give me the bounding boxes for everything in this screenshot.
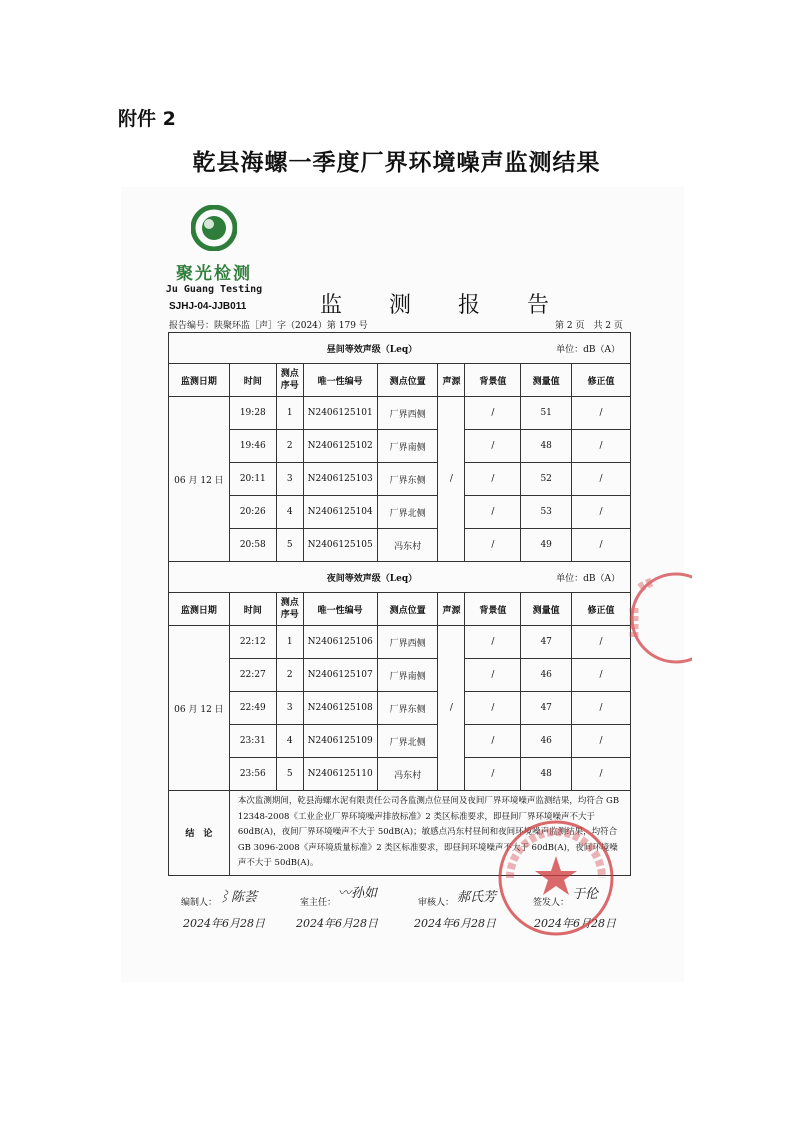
table-row [169, 463, 631, 496]
issuer-date: 2024年6月28日 [534, 917, 616, 930]
time-cell: 23:31 [229, 725, 276, 758]
corrected-value-cell: / [572, 529, 631, 562]
time-cell: 20:58 [229, 529, 276, 562]
background-value-cell: / [465, 725, 521, 758]
corrected-value-cell: / [572, 725, 631, 758]
night-title: 夜间等效声级（Leq） [169, 562, 465, 593]
measured-value-cell: 48 [521, 758, 572, 791]
time-cell: 20:26 [229, 496, 276, 529]
page-title: 乾县海螺一季度厂界环境噪声监测结果 [192, 150, 601, 176]
location-cell: 厂界南侧 [377, 430, 438, 463]
table-row [169, 725, 631, 758]
location-cell: 厂界南侧 [377, 659, 438, 692]
day-date: 06 月 12 日 [169, 397, 230, 562]
column-header: 测点序号 [276, 593, 303, 626]
night-source: / [438, 626, 465, 791]
day-section [169, 333, 631, 562]
issuer-label: 签发人： [533, 898, 570, 908]
unique-id-cell: N2406125101 [303, 397, 377, 430]
corrected-value-cell: / [572, 430, 631, 463]
background-value-cell: / [465, 397, 521, 430]
prepared-label: 编制人： [181, 898, 218, 908]
location-cell: 厂界西侧 [377, 397, 438, 430]
conclusion-text: 本次监测期间，乾县海螺水泥有限责任公司各监测点位昼间及夜间厂界环境噪声监测结果，均符合 GB 12348-2008《工业企业厂界环境噪声排放标准》2 类区标准要求，即昼间厂界环境噪声不大于 60dB(A)，夜间厂界环境噪声不大于 50dB(A)；敏感点冯东村昼间和夜间环境噪声监测结果，均符合 GB 3096-2008《声环境质量标准》2 类区标准要求，即昼间环境噪声不大于 60dB(A)，夜间环境噪声不大于 50dB(A)。 [229, 791, 630, 876]
column-header: 测点位置 [377, 364, 438, 397]
column-header: 唯一性编号 [303, 593, 377, 626]
night-header-row [169, 593, 631, 626]
location-cell: 厂界东侧 [377, 463, 438, 496]
table-row [169, 692, 631, 725]
conclusion-label: 结 论 [169, 791, 230, 876]
issuer-signature: 于伦 [572, 887, 599, 902]
day-header-row [169, 364, 631, 397]
unique-id-cell: N2406125109 [303, 725, 377, 758]
corrected-value-cell: / [572, 626, 631, 659]
point-number-cell: 1 [276, 397, 303, 430]
location-cell: 厂界北侧 [377, 725, 438, 758]
location-cell: 厂界北侧 [377, 496, 438, 529]
time-cell: 20:11 [229, 463, 276, 496]
company-logo [164, 205, 264, 295]
unique-id-cell: N2406125106 [303, 626, 377, 659]
location-cell: 冯东村 [377, 529, 438, 562]
corrected-value-cell: / [572, 397, 631, 430]
column-header: 唯一性编号 [303, 364, 377, 397]
background-value-cell: / [465, 430, 521, 463]
corrected-value-cell: / [572, 758, 631, 791]
table-row [169, 397, 631, 430]
side-seal-icon [616, 568, 692, 668]
column-header: 测点位置 [377, 593, 438, 626]
prepared-signature: ⌇陈荟 [218, 890, 258, 905]
time-cell: 22:49 [229, 692, 276, 725]
reviewer-label: 审核人： [418, 898, 455, 908]
unique-id-cell: N2406125108 [303, 692, 377, 725]
page-info: 第 2 页 共 2 页 [555, 321, 623, 331]
corrected-value-cell: / [572, 659, 631, 692]
point-number-cell: 2 [276, 659, 303, 692]
day-title: 昼间等效声级（Leq） [169, 333, 465, 364]
logo-en-text: Ju Guang Testing [165, 284, 263, 295]
time-cell: 23:56 [229, 758, 276, 791]
director-signature: 〰孙如 [338, 886, 378, 901]
prepared-date: 2024年6月28日 [183, 917, 265, 930]
background-value-cell: / [465, 692, 521, 725]
unique-id-cell: N2406125102 [303, 430, 377, 463]
unique-id-cell: N2406125105 [303, 529, 377, 562]
column-header: 背景值 [465, 593, 521, 626]
time-cell: 22:27 [229, 659, 276, 692]
point-number-cell: 5 [276, 529, 303, 562]
column-header: 背景值 [465, 364, 521, 397]
reviewer-signature: 郝氏芳 [457, 890, 497, 905]
time-cell: 22:12 [229, 626, 276, 659]
measured-value-cell: 46 [521, 659, 572, 692]
point-number-cell: 3 [276, 463, 303, 496]
unique-id-cell: N2406125107 [303, 659, 377, 692]
time-cell: 19:46 [229, 430, 276, 463]
day-title-row [169, 333, 631, 364]
corrected-value-cell: / [572, 496, 631, 529]
measured-value-cell: 53 [521, 496, 572, 529]
column-header: 监测日期 [169, 593, 230, 626]
night-date: 06 月 12 日 [169, 626, 230, 791]
official-seal-icon [496, 818, 616, 938]
report-number: 报告编号：陕聚环监［声］字（2024）第 179 号 [169, 321, 368, 331]
point-number-cell: 1 [276, 626, 303, 659]
table-row [169, 626, 631, 659]
measured-value-cell: 52 [521, 463, 572, 496]
unique-id-cell: N2406125110 [303, 758, 377, 791]
unique-id-cell: N2406125104 [303, 496, 377, 529]
measured-value-cell: 47 [521, 626, 572, 659]
night-unit: 单位：dB（A） [465, 562, 631, 593]
point-number-cell: 4 [276, 496, 303, 529]
attachment-label: 附件 2 [118, 108, 176, 130]
location-cell: 厂界东侧 [377, 692, 438, 725]
point-number-cell: 5 [276, 758, 303, 791]
point-number-cell: 2 [276, 430, 303, 463]
background-value-cell: / [465, 758, 521, 791]
form-code: SJHJ-04-JJB011 [169, 301, 247, 312]
table-row [169, 496, 631, 529]
column-header: 修正值 [572, 593, 631, 626]
measured-value-cell: 51 [521, 397, 572, 430]
night-section [169, 562, 631, 791]
table-row [169, 758, 631, 791]
measured-value-cell: 48 [521, 430, 572, 463]
time-cell: 19:28 [229, 397, 276, 430]
day-unit: 单位：dB（A） [465, 333, 631, 364]
point-number-cell: 3 [276, 692, 303, 725]
column-header: 时间 [229, 593, 276, 626]
night-title-row [169, 562, 631, 593]
monitoring-table [168, 332, 631, 876]
measured-value-cell: 46 [521, 725, 572, 758]
background-value-cell: / [465, 496, 521, 529]
table-row [169, 659, 631, 692]
logo-cn-text: 聚光检测 [176, 264, 252, 284]
location-cell: 冯东村 [377, 758, 438, 791]
table-row [169, 430, 631, 463]
report-title: 监 测 报 告 [320, 293, 569, 318]
unique-id-cell: N2406125103 [303, 463, 377, 496]
director-date: 2024年6月28日 [296, 917, 378, 930]
column-header: 修正值 [572, 364, 631, 397]
reviewer-date: 2024年6月28日 [414, 917, 496, 930]
background-value-cell: / [465, 529, 521, 562]
column-header: 测点序号 [276, 364, 303, 397]
measured-value-cell: 47 [521, 692, 572, 725]
table-row [169, 529, 631, 562]
background-value-cell: / [465, 463, 521, 496]
column-header: 监测日期 [169, 364, 230, 397]
director-label: 室主任： [300, 898, 337, 908]
corrected-value-cell: / [572, 463, 631, 496]
day-source: / [438, 397, 465, 562]
column-header: 时间 [229, 364, 276, 397]
background-value-cell: / [465, 659, 521, 692]
column-header: 声源 [438, 593, 465, 626]
point-number-cell: 4 [276, 725, 303, 758]
column-header: 测量值 [521, 364, 572, 397]
column-header: 声源 [438, 364, 465, 397]
logo-emblem-icon [191, 205, 237, 251]
column-header: 测量值 [521, 593, 572, 626]
measured-value-cell: 49 [521, 529, 572, 562]
corrected-value-cell: / [572, 692, 631, 725]
location-cell: 厂界西侧 [377, 626, 438, 659]
background-value-cell: / [465, 626, 521, 659]
